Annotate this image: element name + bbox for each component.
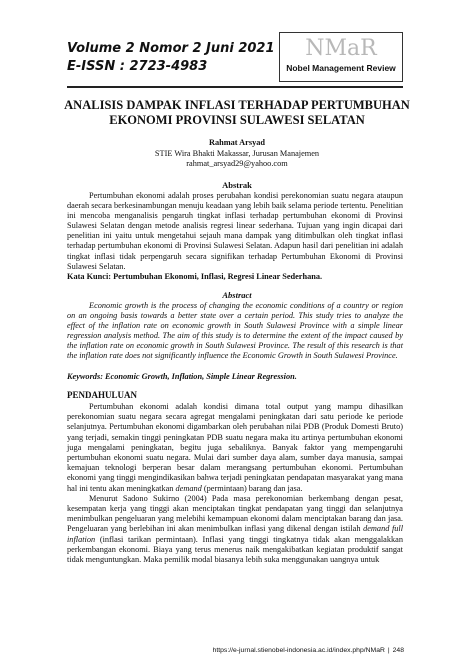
title-line-1: ANALISIS DAMPAK INFLASI TERHADAP PERTUMBUHAN bbox=[64, 98, 410, 112]
journal-url-link[interactable]: https://e-jurnal.stienobel-indonesia.ac.id/index.php/NMaR bbox=[212, 647, 385, 654]
intro-paragraph-2: Menurut Sadono Sukirno (2004) Pada masa perekonomian berkembang dengan pesat, kesempatan kerja yang tinggi akan menciptakan tingkat pendapatan yang tinggi dan selanjutnya menimbulkan pengeluaran yang melebihi kemampuan ekonomi dalam menciptakan barang dan jasa. Pengeluaran yang berlebihan ini akan menimbulkan inflasi yang dikenal dengan istilah demand full inflation (inflasi tarikan permintaan). Inflasi yang tinggi tingkatnya tidak akan menggalakkan perkembangan ekonomi. Biaya yang terus menerus naik mengakibatkan kegiatan produktif sangat tidak menguntungkan. Maka pemilik modal biasanya lebih suka menggunakan uangnya untuk bbox=[67, 493, 404, 565]
introduction-body bbox=[67, 402, 403, 565]
author-name: Rahmat Arsyad bbox=[208, 138, 265, 147]
intro-paragraph-1: Pertumbuhan ekonomi adalah kondisi dimana total output yang mampu dihasilkan perekonomian suatu negara secara agregat mengalami peningkatan dari satu periode ke periode selanjutnya. Pertumbuhan ekonomi digambarkan oleh perubahan nilai PDB (Produk Domesti Bruto) yang terjadi, semakin tinggi peningkatan PDB suatu negara maka itu artinya pertumbuhan ekonomi juga mengalami peningkatan, begitu juga sebaliknya. Banyak faktor yang mempengaruhi pertumbuhan ekonomi suatu negara. Mulai dari sumber daya alam, sumber daya manusia, sampai kemajuan teknologi berperan besar dalam merangsang pertumbuhan ekonomi. Pertumbuhan ekonomi yang tinggi mengindikasikan bahwa terjadi peningkatan pendapatan masyarakat yang mana hal ini tentu akan meningkatkan demand (permintaan) barang dan jasa. bbox=[67, 402, 403, 493]
title-line-2: EKONOMI PROVINSI SULAWESI SELATAN bbox=[109, 113, 365, 127]
keywords: Keywords: Economic Growth, Inflation, Simple Linear Regression. bbox=[67, 372, 297, 381]
footer-separator: | bbox=[387, 647, 390, 654]
author-email: rahmat_arsyad29@yahoo.com bbox=[186, 159, 288, 168]
paper-title bbox=[50, 98, 424, 128]
abstract-paragraph: Economic growth is the process of changing the economic conditions of a country or region on an ongoing basis towards a better state over a certain period. This study tries to analyze the effect of the inflation rate on economic growth in South Sulawesi Province with a simple linear regression analysis method. The aim of this study is to determine the extent of the impact caused by the inflation rate on economic growth in South Sulawesi Province. The result of this research is that the inflation rate does not significantly influence the Economic Growth in South Sulawesi Province. bbox=[67, 301, 403, 361]
issn-info: E-ISSN : 2723-4983 bbox=[67, 59, 208, 74]
page-number: 248 bbox=[392, 647, 404, 654]
abstrak-text bbox=[67, 191, 403, 272]
section-heading-pendahuluan: PENDAHULUAN bbox=[67, 390, 138, 400]
volume-info: Volume 2 Nomor 2 Juni 2021 bbox=[67, 41, 275, 56]
abstract-text bbox=[67, 301, 403, 362]
header-divider bbox=[67, 86, 403, 88]
kata-kunci: Kata Kunci: Pertumbuhan Ekonomi, Inflasi, Regresi Linear Sederhana. bbox=[67, 272, 323, 281]
journal-logo bbox=[279, 32, 403, 82]
author-block bbox=[50, 138, 424, 170]
journal-header bbox=[67, 40, 275, 76]
abstract-heading: Abstract bbox=[222, 290, 252, 300]
logo-text: NMaR bbox=[305, 36, 377, 61]
abstrak-paragraph: Pertumbuhan ekonomi adalah proses perubahan kondisi perekonomian suatu negara ataupun daerah secara berkesinambungan menuju keadaan yang lebih baik selama periode tertentu. Penelitian ini mencoba menganalisis pengaruh tingkat inflasi terhadap pertumbuhan ekonomi di Provinsi Sulawesi Selatan dengan metode analisis regresi linear sederhana. Tujuan yang ingin dicapai dari penelitian ini yaitu untuk mengetahui sejauh mana dampak yang ditimbulkan oleh tingkat inflasi terhadap pertumbuhan ekonomi di Provinsi Sulawesi Selatan. Adapun hasil dari penelitian ini adalah tingkat inflasi tidak perpengaruh secara signifikan terhadap Pertumbuhan Ekonomi di Provinsi Sulawesi Selatan. bbox=[67, 191, 403, 271]
logo-subtitle: Nobel Management Review bbox=[286, 63, 396, 73]
abstrak-heading: Abstrak bbox=[222, 180, 252, 190]
page-footer bbox=[213, 647, 404, 654]
author-affiliation: STIE Wira Bhakti Makassar, Jurusan Manajemen bbox=[154, 148, 320, 158]
